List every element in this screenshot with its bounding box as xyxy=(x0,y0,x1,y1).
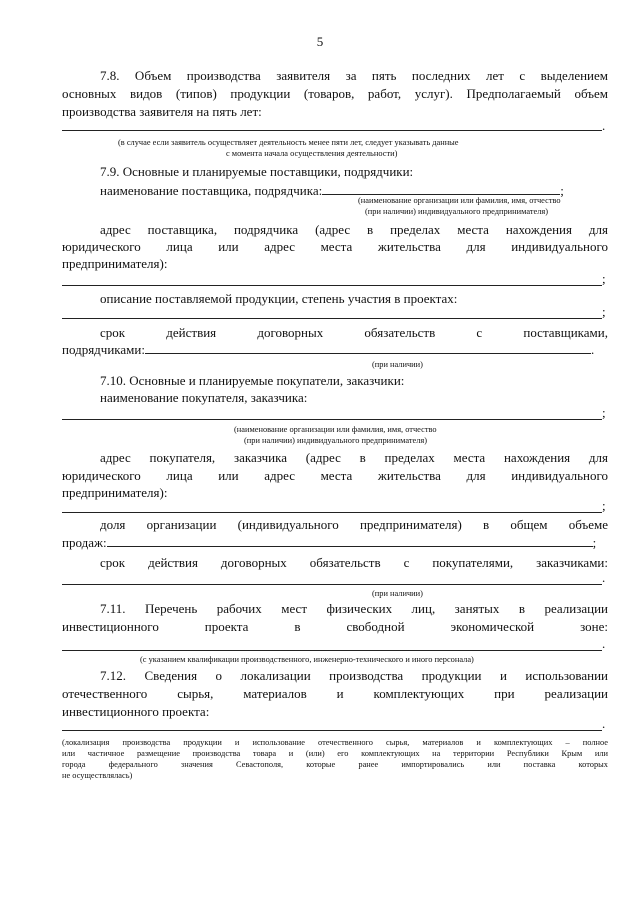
buyer-share-label: продаж: xyxy=(62,535,107,550)
supplier-description-label: описание поставляемой продукции, степень участия в проектах: xyxy=(100,291,458,306)
section-7-12-note-3: города федерального значения Севастополя, которые ранее импортировались или поставка которых xyxy=(62,760,608,769)
buyer-address-line-2: юридического лица или адрес места жительства для индивидуального xyxy=(62,468,608,483)
section-7-8-note-2: с момента начала осуществления деятельности) xyxy=(226,149,398,158)
buyer-share-row xyxy=(62,535,608,551)
supplier-address-field[interactable] xyxy=(62,285,602,286)
supplier-name-label: наименование поставщика, подрядчика: xyxy=(100,183,323,198)
supplier-address-end: ; xyxy=(602,271,606,286)
section-7-12-note-1: (локализация производства продукции и использование отечественного сырья, материалов и комплектующих – полное xyxy=(62,738,608,747)
supplier-name-note-1: (наименование организации или фамилия, имя, отчество xyxy=(358,196,561,205)
supplier-description-field[interactable] xyxy=(62,318,602,319)
section-7-8-line-3: производства заявителя на пять лет: xyxy=(62,104,262,119)
buyer-share-end: ; xyxy=(592,535,597,550)
section-7-11-line-2: инвестиционного проекта в свободной экономической зоне: xyxy=(62,619,608,634)
section-7-11-line-1: 7.11. Перечень рабочих мест физических лиц, занятых в реализации xyxy=(100,601,608,616)
section-7-12-line-2: отечественного сырья, материалов и комплектующих при реализации xyxy=(62,686,608,701)
buyer-term-note: (при наличии) xyxy=(372,589,423,598)
buyer-address-end: ; xyxy=(602,498,606,513)
section-7-12-line-1: 7.12. Сведения о локализации производства продукции и использовании xyxy=(100,668,608,683)
buyer-address-line-1: адрес покупателя, заказчика (адрес в пределах места нахождения для xyxy=(100,450,608,465)
section-7-12-note-4: не осуществлялась) xyxy=(62,771,133,780)
section-7-9-title: 7.9. Основные и планируемые поставщики, подрядчики: xyxy=(100,164,414,179)
buyer-address-field[interactable] xyxy=(62,512,602,513)
supplier-description-end: ; xyxy=(602,304,606,319)
buyer-term-line-1: срок действия договорных обязательств с покупателями, заказчиками: xyxy=(100,555,608,570)
section-7-12-end: . xyxy=(602,716,606,731)
buyer-share-line-1: доля организации (индивидуального предпринимателя) в общем объеме xyxy=(100,517,608,532)
supplier-address-line-1: адрес поставщика, подрядчика (адрес в пределах места нахождения для xyxy=(100,222,608,237)
section-7-11-fill-line[interactable] xyxy=(62,650,602,651)
supplier-term-note: (при наличии) xyxy=(372,360,423,369)
section-7-11-note: (с указанием квалификации производственного, инженерно-технического и иного персонала) xyxy=(140,655,474,664)
buyer-name-note-1: (наименование организации или фамилия, имя, отчество xyxy=(234,425,437,434)
supplier-address-line-2: юридического лица или адрес места жительства для индивидуального xyxy=(62,239,608,254)
supplier-name-end: ; xyxy=(560,183,564,198)
section-7-8-line-1: 7.8. Объем производства заявителя за пять последних лет с выделением xyxy=(100,68,608,83)
supplier-term-field[interactable] xyxy=(145,342,591,354)
section-7-8-fill-line[interactable] xyxy=(62,130,602,131)
buyer-name-note-2: (при наличии) индивидуального предпринимателя) xyxy=(244,436,428,445)
buyer-share-field[interactable] xyxy=(107,535,593,547)
buyer-name-end: ; xyxy=(602,405,606,420)
section-7-8-note-1: (в случае если заявитель осуществляет деятельность менее пяти лет, следует указывать данные xyxy=(118,138,459,147)
section-7-8-line-2: основных видов (типов) продукции (товаров, работ, услуг). Предполагаемый объем xyxy=(62,86,608,101)
supplier-address-line-3: предпринимателя): xyxy=(62,256,168,271)
buyer-term-field[interactable] xyxy=(62,584,602,585)
section-7-12-fill-line[interactable] xyxy=(62,730,602,731)
supplier-name-note-2: (при наличии) индивидуального предпринимателя) xyxy=(365,207,549,216)
buyer-name-label: наименование покупателя, заказчика: xyxy=(100,390,308,405)
fill-line-end: . xyxy=(602,118,606,133)
supplier-term-row xyxy=(62,342,608,358)
buyer-address-line-3: предпринимателя): xyxy=(62,485,168,500)
section-7-11-end: . xyxy=(602,636,606,651)
section-7-12-note-2: или частичное размещение производства товара и (или) его комплектующих на территории Республики Крым или xyxy=(62,749,608,758)
supplier-term-line-1: срок действия договорных обязательств с поставщиками, xyxy=(100,325,608,340)
buyer-name-field[interactable] xyxy=(62,419,602,420)
page-number: 5 xyxy=(316,34,324,49)
buyer-term-end: . xyxy=(602,570,606,585)
supplier-term-label: подрядчиками: xyxy=(62,342,145,357)
section-7-10-title: 7.10. Основные и планируемые покупатели, заказчики: xyxy=(100,373,405,388)
supplier-term-end: . xyxy=(590,342,595,357)
section-7-12-line-3: инвестиционного проекта: xyxy=(62,704,210,719)
supplier-name-field[interactable] xyxy=(322,183,560,195)
